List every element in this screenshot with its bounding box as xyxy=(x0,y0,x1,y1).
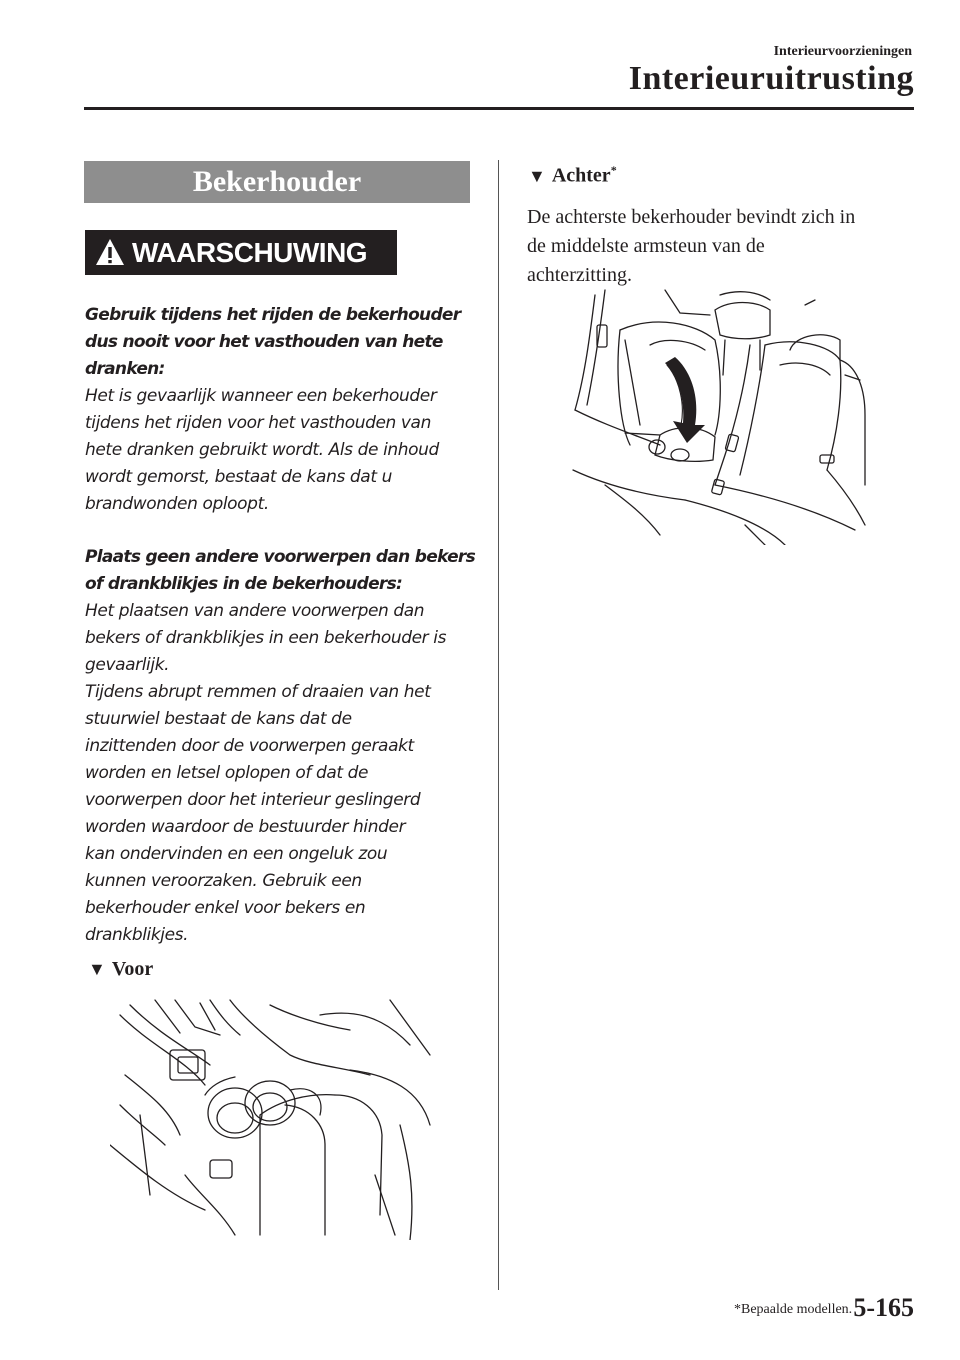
section-title-bar: Bekerhouder xyxy=(84,161,470,203)
warning-heading-1: Gebruik tijdens het rijden de bekerhouder dus nooit voor het vasthouden van hete dranken: xyxy=(85,305,461,379)
warning-triangle-icon xyxy=(95,237,125,272)
footnote: *Bepaalde modellen. xyxy=(734,1302,853,1317)
subheading-achter: ▼ Achter* xyxy=(528,163,617,187)
front-cupholder-illustration xyxy=(110,995,440,1240)
warning-heading-2: Plaats geen andere voorwerpen dan bekers of drankblikjes in de bekerhouders: xyxy=(85,547,476,594)
warning-text-1: Het is gevaarlijk wanneer een bekerhouder tijdens het rijden voor het vasthouden van hete dranken gebruikt wordt. Als de inhoud wordt gemorst, bestaat de kans dat u brandwonden oploopt. xyxy=(85,386,439,514)
warning-label: WAARSCHUWING xyxy=(132,237,368,268)
warning-label-box xyxy=(85,230,397,275)
page-number: 5-165 xyxy=(853,1293,914,1322)
warning-text-2: Het plaatsen van andere voorwerpen dan bekers of drankblikjes in een bekerhouder is gevaarlijk. Tijdens abrupt remmen of draaien van het stuurwiel bestaat de kans dat de inzittenden door de voorwerpen geraakt worden en letsel oplopen of dat de voorwerpen door het interieur geslingerd worden waardoor de bestuurder hinder kan ondervinden en een ongeluk zou kunnen veroorzaken. Gebruik een bekerhouder enkel voor bekers en drankblikjes. xyxy=(85,601,447,945)
achter-paragraph: De achterste bekerhouder bevindt zich in de middelste armsteun van de achterzitting. xyxy=(527,206,856,286)
rear-armrest-cupholder-illustration xyxy=(565,285,870,545)
triangle-down-icon: ▼ xyxy=(528,165,546,186)
triangle-down-icon: ▼ xyxy=(88,959,106,979)
chapter-header: Interieurvoorzieningen xyxy=(773,44,912,59)
warning-body xyxy=(85,302,485,949)
section-header: Interieuruitrusting xyxy=(628,60,914,97)
header-rule xyxy=(84,107,914,110)
column-divider xyxy=(498,160,499,1290)
subheading-voor: ▼ Voor xyxy=(88,958,154,980)
